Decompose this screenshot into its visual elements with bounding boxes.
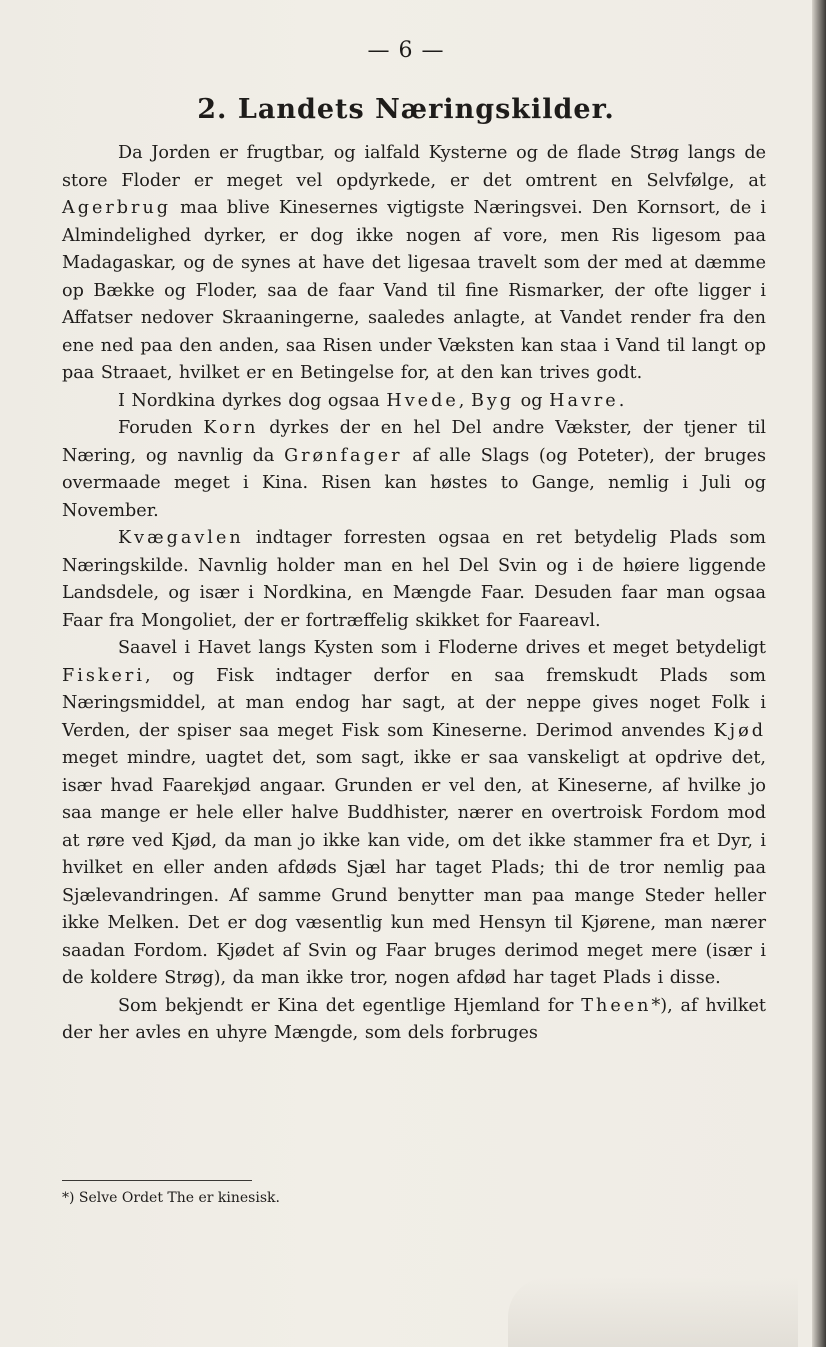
emphasized-term: Hvede bbox=[386, 390, 459, 411]
emphasized-term: Agerbrug bbox=[62, 198, 172, 218]
paragraph-4 bbox=[62, 525, 766, 635]
page-edge bbox=[812, 0, 826, 1347]
body-text bbox=[62, 140, 766, 1048]
paragraph-3 bbox=[62, 415, 766, 525]
emphasized-term: Havre bbox=[549, 390, 619, 411]
footnote-rule bbox=[62, 1180, 252, 1181]
emphasized-term: Korn bbox=[203, 418, 259, 438]
page-corner-shadow bbox=[508, 1277, 798, 1347]
footnote: *) Selve Ordet The er kinesisk. bbox=[62, 1190, 280, 1206]
text-run: Da Jorden er frugtbar, og ialfald Kysterne og de flade Strøg langs de store Floder er meget vel opdyrkede, er det omtrent en Selvfølge, at bbox=[62, 143, 766, 191]
text-run: maa blive Kinesernes vigtigste Næringsvei. Den Kornsort, de i Almindelighed dyrker, er dog ikke nogen af vore, men Ris ligesom paa Madagaskar, og de synes at have det ligesaa travelt som der med at dæmme op Bække og Floder, saa de faar Vand til fine Rismarker, der ofte ligger i Affatser nedover Skraaningerne, saaledes anlagte, at Vandet render fra den ene ned paa den anden, saa Risen under Væksten kan staa i Vand til langt op paa Straaet, hvilket er en Betingelse for, at den kan trives godt. bbox=[62, 198, 766, 383]
text-run: Som bekjendt er Kina det egentlige Hjemland for bbox=[118, 995, 582, 1016]
paragraph-2 bbox=[62, 388, 766, 416]
text-run: I Nordkina dyrkes dog ogsaa bbox=[118, 390, 387, 411]
section-heading: 2. Landets Næringskilder. bbox=[197, 94, 615, 125]
paragraph-5 bbox=[62, 635, 766, 993]
emphasized-term: Grønfager bbox=[284, 445, 403, 466]
text-run: dyrkes der en hel Del andre Vækster, der tjener til Næring, og navnlig da bbox=[62, 418, 766, 466]
emphasized-term: Byg bbox=[470, 390, 515, 411]
text-run: meget mindre, uagtet det, som sagt, ikke er saa vanskeligt at opdrive det, især hvad Faarekjød angaar. Grunden er vel den, at Kineserne, af hvilke jo saa mange er hele eller halve Buddhister, nærer en overtroisk Fordom mod at røre ved Kjød, da man jo ikke kan vide, om det ikke stammer fra et Dyr, i hvilket en eller anden afdøds Sjæl har taget Plads; thi de tror nemlig paa Sjælevandringen. Af samme Grund benytter man paa mange Steder heller ikke Melken. Det er dog væsentlig kun med Hensyn til Kjørene, man nærer saadan Fordom. Kjødet af Svin og Faar bruges derimod meget mere (især i de koldere Strøg), da man ikke tror, nogen afdød har taget Plads i disse. bbox=[62, 748, 766, 988]
emphasized-term: Fiskeri bbox=[62, 665, 145, 686]
text-run: og bbox=[514, 390, 550, 411]
text-run: , og Fisk indtager derfor en saa fremskudt Plads som Næringsmiddel, at man endog har sagt, at der neppe gives noget Folk i Verden, der spiser saa meget Fisk som Kineserne. Derimod anvendes bbox=[62, 665, 766, 741]
text-run: af alle Slags (og Poteter), der bruges overmaade meget i Kina. Risen kan høstes to Gange, nemlig i Juli og November. bbox=[62, 445, 766, 521]
paragraph-6 bbox=[62, 993, 766, 1048]
emphasized-term: Kvægavlen bbox=[118, 528, 244, 548]
page-number: — 6 — bbox=[367, 38, 445, 63]
text-run: Foruden bbox=[118, 418, 204, 438]
emphasized-term: Kjød bbox=[713, 720, 766, 741]
text-run: indtager forresten ogsaa en ret betydelig Plads som Næringskilde. Navnlig holder man en hel Del Svin og i de høiere liggende Landsdele, og især i Nordkina, en Mængde Faar. Desuden faar man ogsaa Faar fra Mongoliet, der er fortræffelig skikket for Faareavl. bbox=[62, 528, 766, 631]
text-run: *), af hvilket der her avles en uhyre Mængde, som dels forbruges bbox=[62, 995, 766, 1043]
text-run: , bbox=[458, 390, 471, 411]
text-run: Saavel i Havet langs Kysten som i Floderne drives et meget betydeligt bbox=[118, 638, 766, 658]
emphasized-term: Theen bbox=[581, 995, 652, 1016]
paragraph-1 bbox=[62, 140, 766, 388]
text-run: . bbox=[618, 390, 625, 411]
